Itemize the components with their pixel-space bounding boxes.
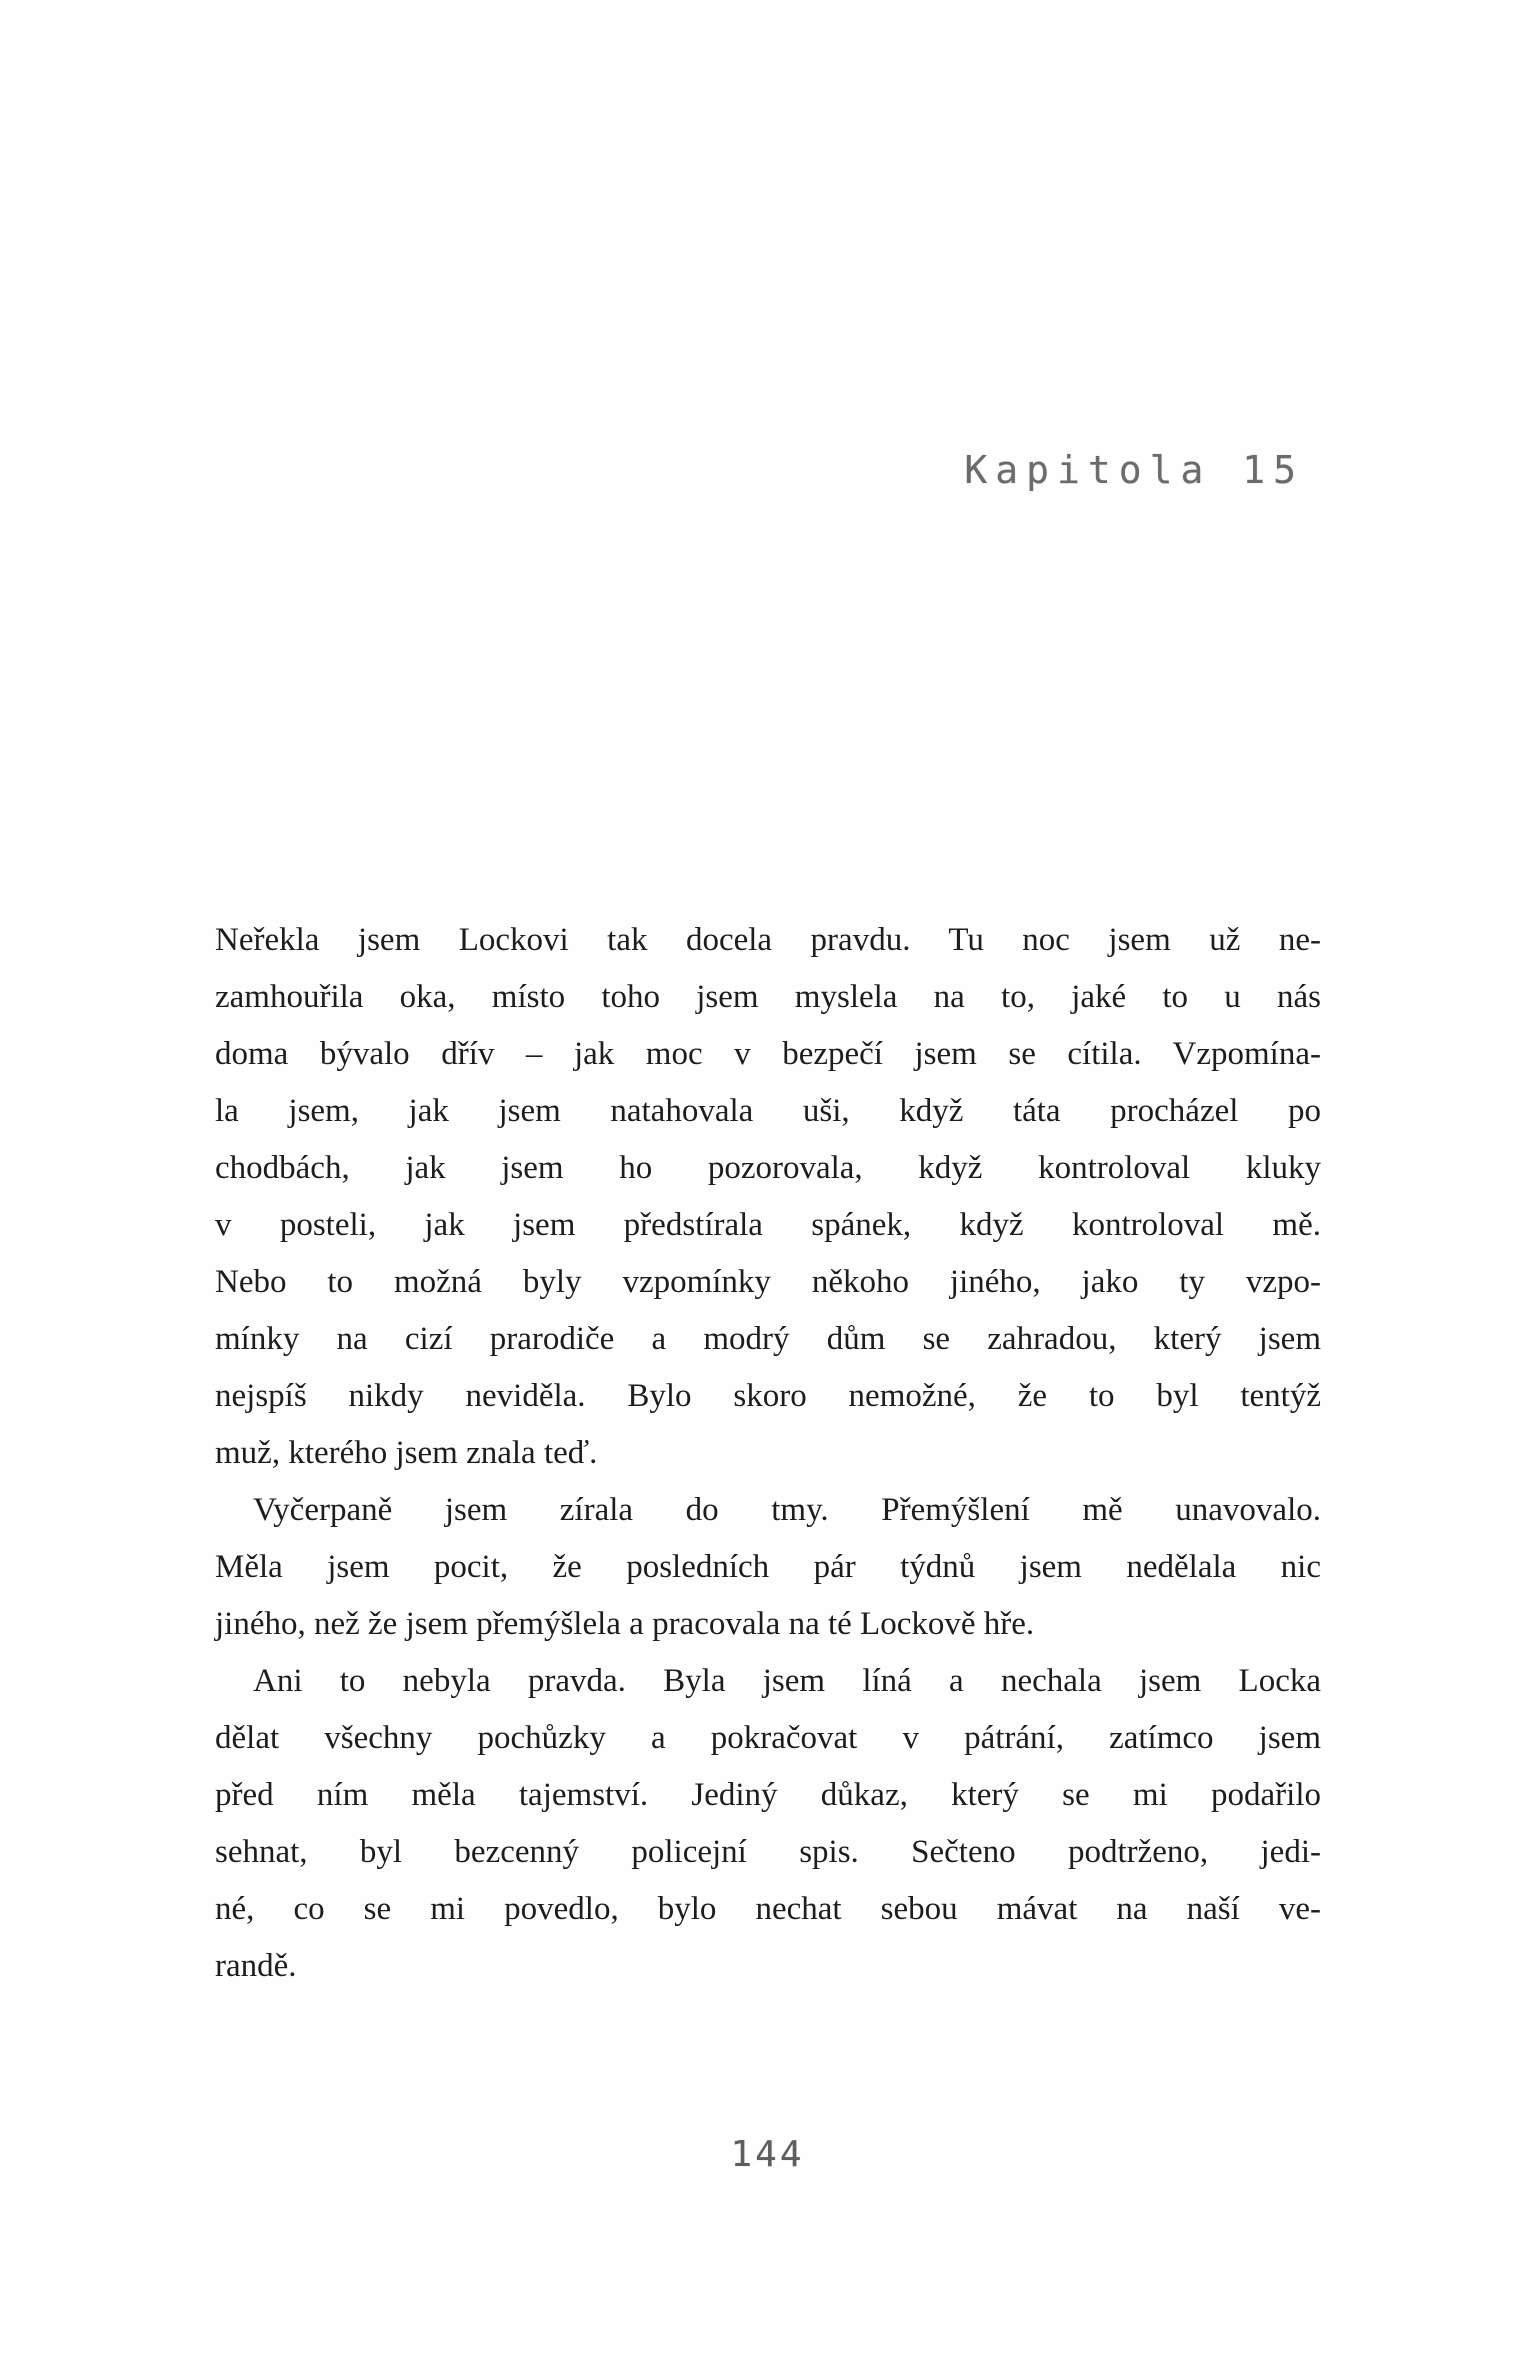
text-line: Vyčerpaně jsem zírala do tmy. Přemýšlení mě unavovalo.: [253, 1492, 1321, 1528]
text-line: před ním měla tajemství. Jediný důkaz, který se mi podařilo: [215, 1777, 1321, 1813]
text-line: Neřekla jsem Lockovi tak docela pravdu. Tu noc jsem už ne-: [215, 922, 1321, 958]
text-line: jiného, než že jsem přemýšlela a pracovala na té Lockově hře.: [215, 1606, 1035, 1642]
text-line: la jsem, jak jsem natahovala uši, když táta procházel po: [215, 1093, 1321, 1129]
text-block: [215, 912, 1321, 1995]
chapter-heading: Kapitola 15: [964, 448, 1304, 492]
text-line: v posteli, jak jsem předstírala spánek, když kontroloval mě.: [215, 1207, 1321, 1243]
text-line: muž, kterého jsem znala teď.: [215, 1435, 598, 1471]
text-line: dělat všechny pochůzky a pokračovat v pátrání, zatímco jsem: [215, 1720, 1321, 1756]
text-line: sehnat, byl bezcenný policejní spis. Sečteno podtrženo, jedi-: [215, 1834, 1321, 1870]
paragraph: [215, 1482, 1321, 1653]
page-number: 144: [730, 2134, 805, 2175]
text-line: Nebo to možná byly vzpomínky někoho jiného, jako ty vzpo-: [215, 1264, 1321, 1300]
text-line: chodbách, jak jsem ho pozorovala, když kontroloval kluky: [215, 1150, 1321, 1186]
text-line: nejspíš nikdy neviděla. Bylo skoro nemožné, že to byl tentýž: [215, 1378, 1321, 1414]
text-line: zamhouřila oka, místo toho jsem myslela na to, jaké to u nás: [215, 979, 1321, 1015]
text-line: doma bývalo dřív – jak moc v bezpečí jsem se cítila. Vzpomína-: [215, 1036, 1321, 1072]
text-line: Měla jsem pocit, že posledních pár týdnů jsem nedělala nic: [215, 1549, 1321, 1585]
paragraph: [215, 912, 1321, 1482]
text-line: Ani to nebyla pravda. Byla jsem líná a nechala jsem Locka: [253, 1663, 1321, 1699]
text-line: né, co se mi povedlo, bylo nechat sebou mávat na naší ve-: [215, 1891, 1321, 1927]
paragraph: [215, 1653, 1321, 1995]
text-line: mínky na cizí prarodiče a modrý dům se zahradou, který jsem: [215, 1321, 1321, 1357]
text-line: randě.: [215, 1948, 297, 1984]
